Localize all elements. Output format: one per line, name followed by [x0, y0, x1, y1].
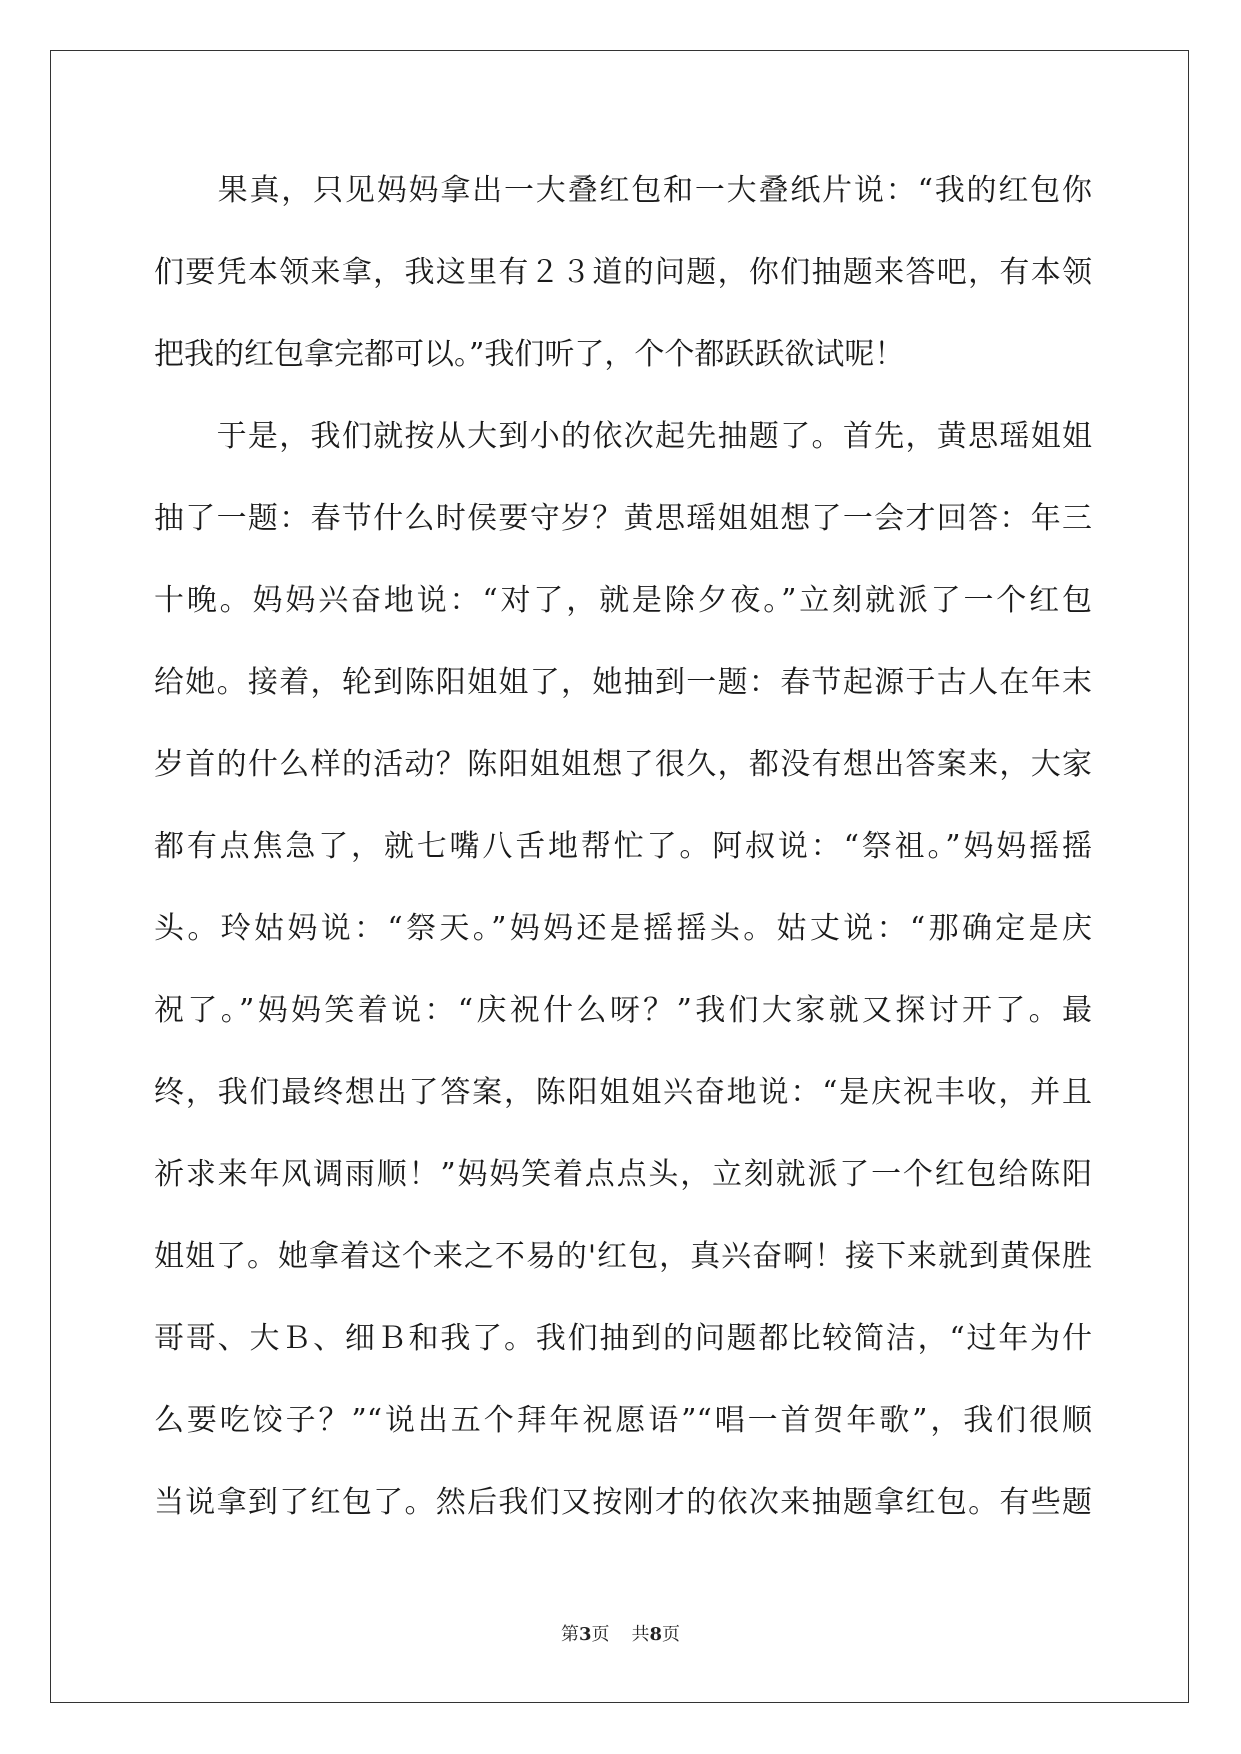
text-line: 岁首的什么样的活动？陈阳姐姐想了很久，都没有想出答案来，大家 — [154, 747, 1092, 782]
footer-prefix: 第 — [560, 1624, 579, 1645]
text-line: 头。玲姑妈说：“祭天。”妈妈还是摇摇头。姑丈说：“那确定是庆 — [154, 911, 1092, 946]
text-line: 么要吃饺子？”“说出五个拜年祝愿语”“唱一首贺年歌”，我们很顺 — [154, 1403, 1092, 1438]
text-line: 都有点焦急了，就七嘴八舌地帮忙了。阿叔说：“祭祖。”妈妈摇摇 — [154, 829, 1092, 864]
text-line: 抽了一题：春节什么时侯要守岁？黄思瑶姐姐想了一会才回答：年三 — [154, 501, 1092, 536]
text-line: 祈求来年风调雨顺！”妈妈笑着点点头，立刻就派了一个红包给陈阳 — [154, 1157, 1092, 1192]
text-line: 祝了。”妈妈笑着说：“庆祝什么呀？”我们大家就又探讨开了。最 — [154, 993, 1092, 1028]
text-line: 十晚。妈妈兴奋地说：“对了，就是除夕夜。”立刻就派了一个红包 — [154, 583, 1092, 618]
text-line: 给她。接着，轮到陈阳姐姐了，她抽到一题：春节起源于古人在年末 — [154, 665, 1092, 700]
text-line: 把我的红包拿完都可以。”我们听了，个个都跃跃欲试呢！ — [154, 337, 905, 372]
footer-total-prefix: 共 — [631, 1624, 650, 1645]
text-line: 姐姐了。她拿着这个来之不易的'红包，真兴奋啊！接下来就到黄保胜 — [154, 1239, 1092, 1274]
text-line: 于是，我们就按从大到小的依次起先抽题了。首先，黄思瑶姐姐 — [154, 419, 1092, 454]
text-line: 们要凭本领来拿，我这里有２３道的问题，你们抽题来答吧，有本领 — [154, 255, 1092, 290]
footer-total-unit: 页 — [662, 1624, 681, 1645]
total-page-count: 8 — [649, 1624, 663, 1645]
text-line: 哥哥、大Ｂ、细Ｂ和我了。我们抽到的问题都比较简洁，“过年为什 — [154, 1321, 1092, 1356]
page-footer — [0, 1620, 1241, 1646]
document-body — [154, 163, 1092, 1557]
footer-page-unit: 页 — [591, 1624, 610, 1645]
text-line: 终，我们最终想出了答案，陈阳姐姐兴奋地说：“是庆祝丰收，并且 — [154, 1075, 1092, 1110]
current-page-number: 3 — [578, 1624, 592, 1645]
text-line: 当说拿到了红包了。然后我们又按刚才的依次来抽题拿红包。有些题 — [154, 1485, 1092, 1520]
text-line: 果真，只见妈妈拿出一大叠红包和一大叠纸片说：“我的红包你 — [154, 173, 1092, 208]
